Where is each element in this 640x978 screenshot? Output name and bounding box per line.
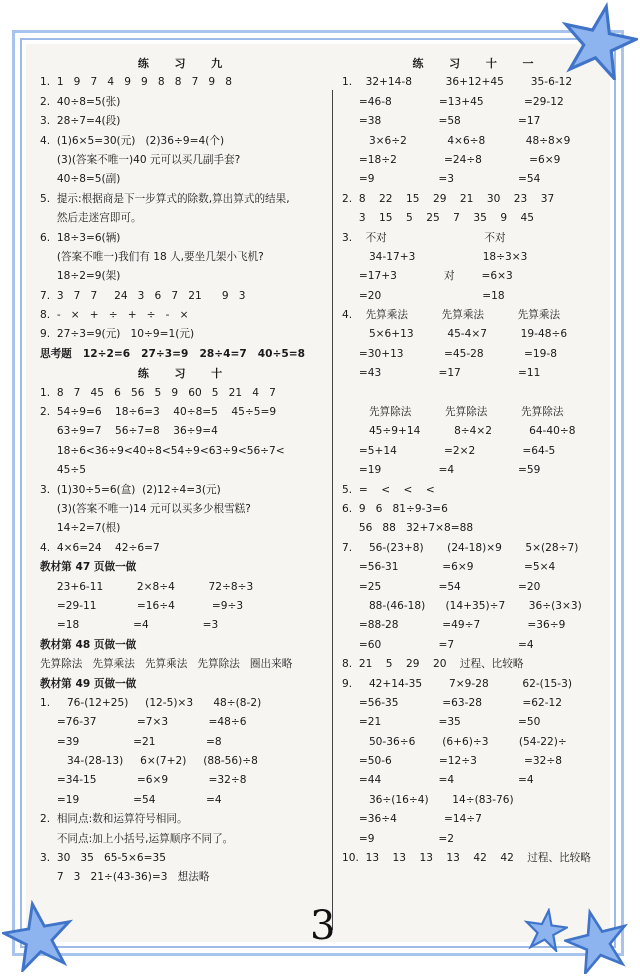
right-answer-line: 5. = < < < (342, 483, 435, 496)
left-answer-line: (3)(答案不唯一)14 元可以买多少根雪糕? (40, 502, 251, 515)
star-icon-top-right (560, 2, 638, 80)
right-answer-line: 56 88 32+7×8=88 (342, 522, 474, 535)
right-answer-line: 8. 21 5 29 20 过程、比较略 (342, 658, 524, 671)
right-answer-line: 9. 42+14-35 7×9-28 62-(15-3) (342, 677, 572, 690)
star-icon-bottom-right (564, 908, 630, 974)
star-icon-bottom-left (2, 900, 74, 972)
left-answer-line: 8. - × + ÷ + ÷ - × (40, 309, 189, 322)
left-answer-line: (答案不唯一)我们有 18 人,要坐几架小飞机? (40, 250, 264, 263)
left-answer-line: 练 习 九 (137, 57, 229, 70)
right-answer-line: 先算除法 先算除法 先算除法 (342, 406, 564, 419)
left-answer-line: 教材第 47 页做一做 (40, 561, 137, 574)
right-answer-line: =18÷2 =24÷8 =6×9 (342, 153, 561, 166)
left-answer-line: 45÷5 (40, 464, 86, 477)
right-answer-line: =60 =7 =4 (342, 638, 534, 651)
right-column (342, 54, 610, 868)
right-answer-line: =9 =3 =54 (342, 173, 541, 186)
left-answer-line: 7. 3 7 7 24 3 6 7 21 9 3 (40, 289, 246, 302)
left-answer-line: =34-15 =6×9 =32÷8 (40, 774, 247, 787)
left-answer-line: =18 =4 =3 (40, 619, 219, 632)
left-answer-line: =39 =21 =8 (40, 735, 222, 748)
right-answer-line: 50-36÷6 (6+6)÷3 (54-22)÷ (342, 735, 567, 748)
right-answer-line: =56-35 =63-28 =62-12 (342, 696, 563, 709)
star-icon-bottom-right-small (524, 908, 568, 952)
left-answer-line: 然后走迷宫即可。 (40, 212, 142, 225)
left-answer-line: 7 3 21÷(43-36)=3 想法略 (40, 871, 210, 884)
left-answer-line: 练 习 十 (137, 367, 229, 381)
left-answer-line: 23+6-11 2×8÷4 72÷8÷3 (40, 580, 254, 593)
left-answer-line: (3)(答案不唯一)40 元可以买几副手套? (40, 153, 241, 166)
right-answer-line: =9 =2 (342, 832, 455, 845)
left-answer-line: 思考题 12÷2=6 27÷3=9 28÷4=7 40÷5=8 (40, 347, 305, 360)
right-answer-line: =36÷4 =14÷7 (342, 813, 482, 826)
left-answer-line: 5. 提示:根据商是下一步算式的除数,算出算式的结果, (40, 192, 290, 205)
right-answer-line: =44 =4 =4 (342, 774, 534, 787)
left-answer-line: 先算除法 先算乘法 先算乘法 先算除法 圈出来略 (40, 658, 293, 671)
left-answer-line: 教材第 49 页做一做 (40, 677, 137, 690)
left-answer-line: 34-(28-13) 6×(7+2) (88-56)÷8 (40, 755, 258, 768)
right-answer-line: 1. 32+14-8 36+12+45 35-6-12 (342, 76, 573, 89)
right-answer-line: 36÷(16÷4) 14÷(83-76) (342, 793, 514, 806)
right-answer-line: =30+13 =45-28 =19-8 (342, 347, 557, 360)
right-answer-line: =38 =58 =17 (342, 115, 541, 128)
right-answer-line: =56-31 =6×9 =5×4 (342, 561, 556, 574)
left-answer-line: =29-11 =16÷4 =9÷3 (40, 599, 244, 612)
left-answer-line: 6. 18÷3=6(辆) (40, 231, 121, 244)
right-answer-line: 3 15 5 25 7 35 9 45 (342, 212, 535, 225)
left-answer-line: 1. 1 9 7 4 9 9 8 8 7 9 8 (40, 76, 233, 89)
right-answer-line: 7. 56-(23+8) (24-18)×9 5×(28÷7) (342, 541, 579, 554)
left-answer-line: 2. 相同点:数和运算符号相同。 (40, 813, 188, 826)
answer-page (26, 44, 610, 942)
left-answer-line: =19 =54 =4 (40, 793, 222, 806)
page-number: 3 (310, 903, 336, 942)
right-answer-line: =20 =18 (342, 289, 505, 302)
right-answer-line: =46-8 =13+45 =29-12 (342, 95, 564, 108)
left-column (40, 54, 326, 888)
column-divider (332, 90, 333, 930)
left-answer-line: 教材第 48 页做一做 (40, 638, 137, 651)
left-answer-line: 18÷2=9(架) (40, 270, 121, 283)
left-answer-line: 不同点:加上小括号,运算顺序不同了。 (40, 832, 234, 845)
left-answer-line: 4. (1)6×5=30(元) (2)36÷9=4(个) (40, 134, 225, 147)
right-answer-line: 3. 不对 不对 (342, 231, 506, 244)
right-answer-line: 10. 13 13 13 13 42 42 过程、比较略 (342, 852, 591, 865)
left-answer-line: 14÷2=7(根) (40, 522, 121, 535)
right-answer-line: 45÷9+14 8÷4×2 64-40÷8 (342, 425, 576, 438)
right-answer-line: 34-17+3 18÷3×3 (342, 250, 528, 263)
right-answer-line: 4. 先算乘法 先算乘法 先算乘法 (342, 309, 561, 322)
left-answer-line: 1. 76-(12+25) (12-5)×3 48÷(8-2) (40, 696, 262, 709)
left-answer-line: 3. 28÷7=4(段) (40, 115, 121, 128)
right-answer-line: =19 =4 =59 (342, 464, 541, 477)
left-answer-line: 63÷9=7 56÷7=8 36÷9=4 (40, 425, 218, 438)
left-answer-line: 3. (1)30÷5=6(盒) (2)12÷4=3(元) (40, 483, 221, 496)
right-answer-line: 5×6+13 45-4×7 19-48÷6 (342, 328, 568, 341)
left-answer-line: 40÷8=5(副) (40, 173, 121, 186)
left-answer-line: 9. 27÷3=9(元) 10÷9=1(元) (40, 328, 195, 341)
right-answer-line: =50-6 =12÷3 =32÷8 (342, 755, 562, 768)
right-answer-line: =5+14 =2×2 =64-5 (342, 444, 556, 457)
right-answer-line: =21 =35 =50 (342, 716, 541, 729)
right-answer-line: 88-(46-18) (14+35)÷7 36÷(3×3) (342, 599, 582, 612)
right-answer-line: 3×6÷2 4×6÷8 48÷8×9 (342, 134, 571, 147)
left-answer-line: 2. 54÷9=6 18÷6=3 40÷8=5 45÷5=9 (40, 406, 277, 419)
left-answer-line: 3. 30 35 65-5×6=35 (40, 852, 167, 865)
right-answer-line: 2. 8 22 15 29 21 30 23 37 (342, 192, 555, 205)
left-answer-line: 1. 8 7 45 6 56 5 9 60 5 21 4 7 (40, 386, 276, 399)
right-answer-line: 练 习 十 一 (412, 57, 540, 70)
right-answer-line (342, 384, 610, 403)
right-answer-line: 6. 9 6 81÷9-3=6 (342, 502, 448, 515)
right-answer-line: =43 =17 =11 (342, 367, 541, 380)
left-answer-line: 4. 4×6=24 42÷6=7 (40, 541, 160, 554)
left-answer-line: =76-37 =7×3 =48÷6 (40, 716, 247, 729)
right-answer-line: =17+3 对 =6×3 (342, 270, 513, 283)
left-answer-line: 2. 40÷8=5(张) (40, 95, 121, 108)
right-answer-line: =25 =54 =20 (342, 580, 541, 593)
right-answer-line: =88-28 =49÷7 =36÷9 (342, 619, 566, 632)
left-answer-line: 18÷6<36÷9<40÷8<54÷9<63÷9<56÷7< (40, 444, 285, 457)
